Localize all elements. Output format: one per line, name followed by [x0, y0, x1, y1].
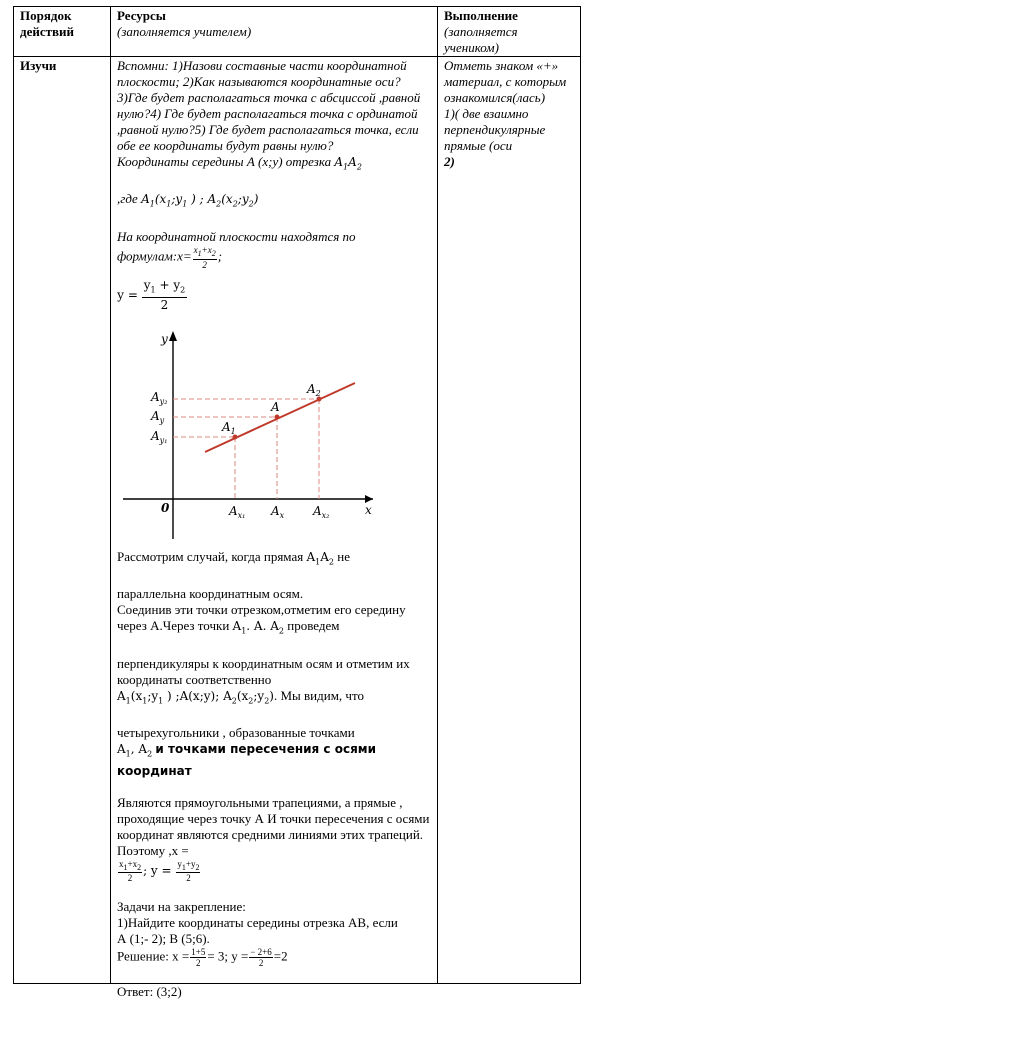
label-a: A [271, 399, 280, 414]
header-cell-resources [111, 7, 438, 57]
x-formula-frac: $\frac{x_1+x_2}{2}$ [193, 244, 216, 270]
quad-line: четырехугольники , образованные точками [117, 725, 355, 741]
action-cell [14, 57, 111, 984]
label-ax1: $A_{x_1}$ [229, 503, 246, 520]
header-order: Порядок действий [20, 8, 74, 39]
execution-instruction: Отметь знаком «+» материал, с которым ознакомился(лась) [444, 58, 567, 105]
y-axis-arrow [169, 331, 177, 341]
action-label: Изучи [20, 58, 57, 73]
where-line [117, 191, 432, 212]
trapezoid-line: Являются прямоугольными трапециями, а прямые , проходящие через точку А И точки пересечения с осями координат являются средними линиями этих трапеций. Поэтому ,х = [117, 794, 430, 858]
solution-x-frac: $\frac{1+5}{2}$ [191, 947, 206, 969]
midpoint-graph [117, 319, 387, 539]
parallel-line: параллельна координатным осям. [117, 586, 304, 602]
case-segment: $A_1A_2$ [306, 549, 334, 567]
label-ax: $A_x$ [271, 503, 285, 520]
solution-end: =2 [273, 948, 288, 964]
task1: 1)Найдите координаты середины отрезка АВ, если [117, 915, 398, 931]
label-a1: $A_1$ [222, 419, 236, 436]
solution-line [117, 947, 432, 968]
y-eq-label: у = [117, 287, 138, 302]
resources-cell [111, 57, 438, 1000]
answer-line: Ответ: (3;2) [117, 984, 182, 1000]
label-a2: $A_2$ [307, 381, 321, 398]
case-text-end: не [337, 548, 350, 564]
formula-intro: На координатной плоскости находятся по формулам:х= [117, 228, 356, 264]
header-execution-sub: (заполняется учеником) [444, 24, 518, 55]
execution-item1: 1)( две взаимно перпендикулярные прямые (оси [444, 106, 546, 153]
coords-list: $A_1(x_1;y_1$ ) ;A(x;y); $A_2(x_2;y_2)$ [117, 688, 274, 706]
content-row [14, 57, 581, 984]
label-ay2: $A_{y_2}$ [151, 389, 168, 406]
quad-points: $A_1$, $A_2$ [117, 742, 153, 759]
x-axis-arrow [365, 495, 373, 503]
x-axis-label: x [365, 502, 372, 517]
header-resources: Ресурсы [117, 8, 166, 23]
mid-y-frac: $\frac{y_1+y_2}{2}$ [177, 858, 200, 884]
label-ax2: $A_{x_2}$ [313, 503, 330, 520]
where-text: ,где [117, 191, 138, 207]
recall-text: Вспомни: 1)Назови составные части координатной плоскости; 2)Как называются координатные оси? 3)Где будет располагаться точка с абсциссой ,равной нулю?4) Где будет располагаться точка с ординатой ,равной нулю?5) Где будет располагаться точка, если обе ее координаты будут равны нулю? [117, 58, 421, 153]
perp-line: перпендикуляры к координатным осям и отметим их координаты соответственно [117, 655, 410, 687]
y-axis-label: y [161, 331, 168, 346]
case-text: Рассмотрим случай, когда прямая [117, 548, 304, 564]
origin-label: 0 [161, 500, 170, 515]
coords-line [117, 688, 432, 709]
solution-y-frac: $\frac{- 2+6}{2}$ [250, 947, 272, 969]
midpoint-intro [117, 154, 432, 175]
connect-text: Соединив эти точки отрезком,отметим его середину через А.Через точки [117, 602, 406, 634]
label-ay: $A_y$ [151, 408, 165, 425]
header-resources-sub: (заполняется учителем) [117, 24, 252, 39]
point-a [275, 414, 280, 419]
mid-x-frac: $\frac{x_1+x_2}{2}$ [119, 858, 142, 884]
case-line [117, 549, 432, 570]
lesson-table [13, 6, 581, 1000]
projection-lines [173, 399, 319, 499]
header-row [14, 7, 581, 57]
connect-points: $A_1$. A. $A_2$ [232, 619, 284, 636]
quad-points-line [117, 741, 432, 778]
header-execution: Выполнение [444, 8, 518, 23]
task1-data: А (1;- 2); В (5;6). [117, 931, 210, 947]
connect-line [117, 602, 432, 639]
execution-item2: 2) [444, 154, 455, 169]
quad-bold: и точками пересечения с осями координат [117, 742, 377, 778]
solution-mid: = 3; у = [207, 948, 249, 964]
line-a1a2 [205, 383, 355, 452]
label-ay1: $A_{y_1}$ [151, 428, 168, 445]
header-cell-execution [438, 7, 581, 57]
header-cell-order [14, 7, 111, 57]
solution-text: Решение: х = [117, 948, 190, 964]
coords-end: . Мы видим, что [273, 687, 364, 703]
execution-cell [438, 57, 581, 984]
midpoint-intro-text: Координаты середины А (х;у) отрезка [117, 154, 332, 169]
formula-line: На координатной плоскости находятся по формулам:х= $\frac{x_1+x_2}{2}$ ; [117, 228, 356, 270]
points-a1-a2: $A_1(x_1;y_1$ ) ; $A_2(x_2;y_2)$ [141, 192, 259, 209]
midline-formula: $\frac{x_1+x_2}{2}$ ; y = $\frac{y_1+y_2}{2}$ [119, 858, 200, 884]
y-formula [117, 278, 432, 313]
connect-text-end: проведем [287, 618, 340, 634]
segment-a1a2: $A_1A_2$ [334, 155, 362, 172]
y-formula-frac: $\frac{y_1 + y_2}{2}$ [143, 277, 186, 312]
tasks-title: Задачи на закрепление: [117, 899, 246, 915]
